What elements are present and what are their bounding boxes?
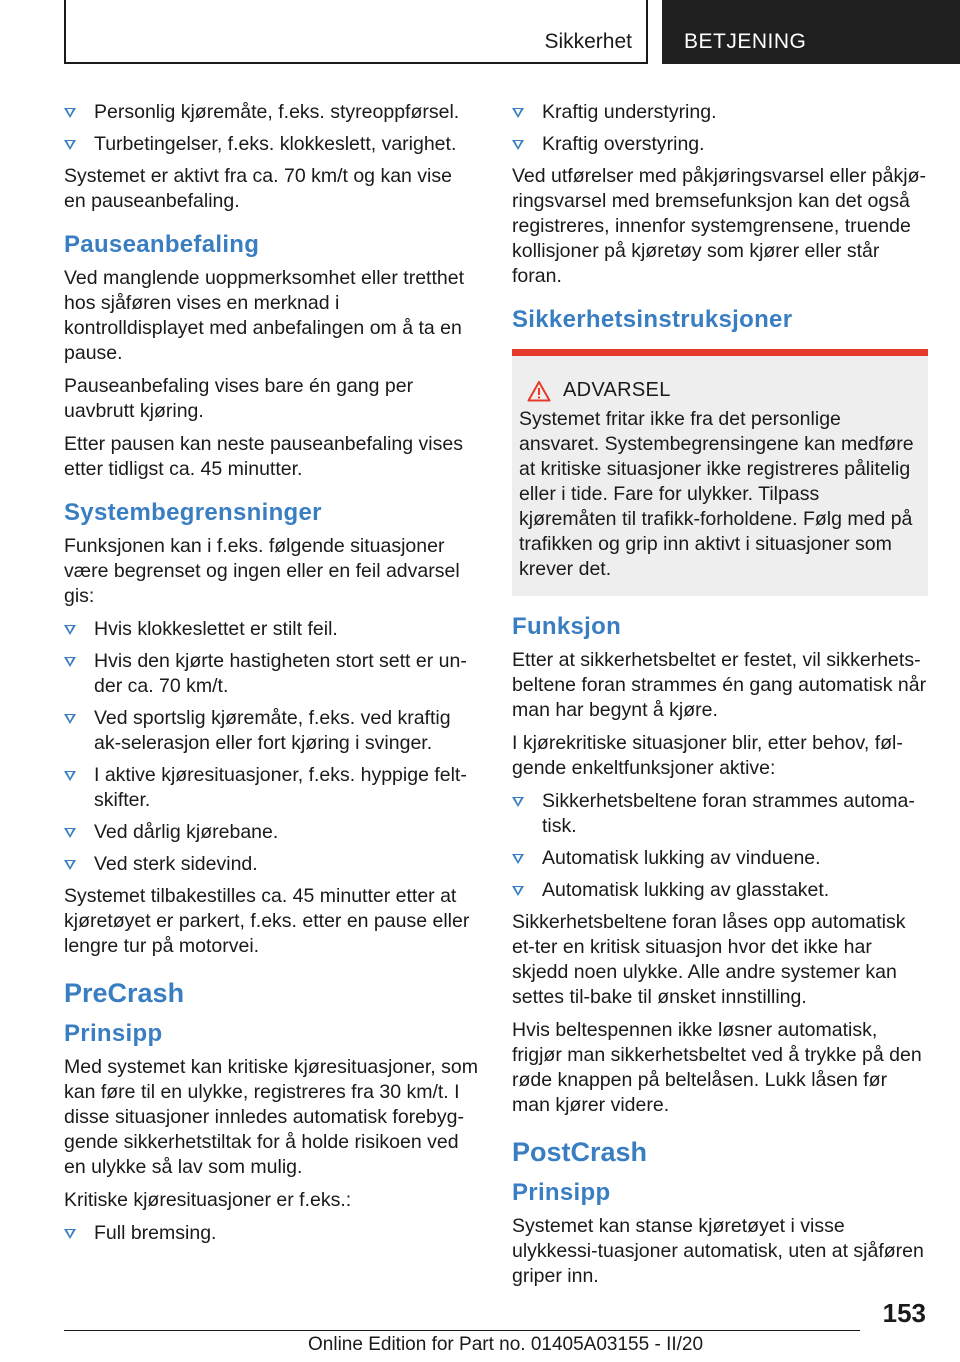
list-item: I aktive kjøresituasjoner, f.eks. hyppige felt-skifter. [64,763,479,813]
warning-title: ADVARSEL [563,379,671,401]
paragraph: Hvis beltespennen ikke løsner automatisk, frigjør man sikkerhetsbeltet ved å trykke på den røde knappen på beltelåsen. Lukk låsen før man kjører videre. [512,1019,922,1116]
page-number: 153 [882,1298,926,1328]
warning-header [519,378,920,403]
footer-edition: Online Edition for Part no. 01405A03155 - II/20 [308,1334,704,1355]
list-item: Personlig kjøremåte, f.eks. styreoppførsel. [64,100,479,125]
triangle-bullet-icon [512,108,524,118]
heading-prinsipp: Prinsipp [64,1020,163,1047]
footer-divider [64,1330,860,1331]
warning-text: Systemet fritar ikke fra det personlige ansvaret. Systembegrensingene kan medføre at kritiske situasjoner ikke registreres pålitelig eller i tide. Fare for ulykker. Tilpass kjøremåten til trafikk-forholdene. Følg med på trafikken og grip inn aktivt i situasjoner som krever det. [519,408,914,580]
paragraph: Kritiske kjøresituasjoner er f.eks.: [64,1189,352,1211]
list-item: Kraftig overstyring. [512,132,928,157]
triangle-bullet-icon [64,860,76,870]
bullet-list [512,100,928,157]
list-item: Sikkerhetsbeltene foran strammes automa-tisk. [512,789,928,839]
triangle-bullet-icon [64,771,76,781]
triangle-bullet-icon [512,886,524,896]
list-item: Automatisk lukking av glasstaket. [512,878,928,903]
paragraph: Systemet er aktivt fra ca. 70 km/t og kan vise en pauseanbefaling. [64,165,452,212]
section-title: Sikkerhet [544,30,632,53]
paragraph: I kjørekritiske situasjoner blir, etter behov, føl-gende enkeltfunksjoner aktive: [512,732,903,779]
list-item: Ved sterk sidevind. [64,852,479,877]
paragraph: Ved utførelser med påkjøringsvarsel eller påkjø-ringsvarsel med bremsefunksjon kan det også registreres, innenfor systemgrensene, truende kollisjoner på kjøretøy som kjører eller står foran. [512,165,926,287]
heading-sikkerhetsinstruksjoner: Sikkerhetsinstruksjoner [512,306,793,333]
triangle-bullet-icon [64,108,76,118]
header-chapter-box [662,0,960,64]
paragraph: Pauseanbefaling vises bare én gang per uavbrutt kjøring. [64,375,414,422]
chapter-title: BETJENING [684,30,807,53]
paragraph: Etter at sikkerhetsbeltet er festet, vil sikkerhets-beltene foran strammes én gang automatisk når man har begynt å kjøre. [512,649,927,721]
heading-systembegrensninger: Systembegrensninger [64,499,322,526]
paragraph: Systemet tilbakestilles ca. 45 minutter etter at kjøretøyet er parkert, f.eks. etter en pause eller lengre tur på motorvei. [64,885,470,957]
list-item: Turbetingelser, f.eks. klokkeslett, varighet. [64,132,479,157]
bullet-list [64,100,479,157]
bullet-list [64,617,479,877]
paragraph: Sikkerhetsbeltene foran låses opp automatisk et-ter en kritisk situasjon hvor det ikke har skjedd noen ulykke. Alle andre systemer kan settes til-bake til ønsket innstilling. [512,911,906,1008]
paragraph: Etter pausen kan neste pauseanbefaling vises etter tidligst ca. 45 minutter. [64,433,463,480]
bullet-list [64,1221,479,1246]
paragraph: Med systemet kan kritiske kjøresituasjoner, som kan føre til en ulykke, registreres fra 30 km/t. I disse situasjoner innledes automatisk forebyg-gende sikkerhetstiltak for å holde risikoen ved en ulykke så lav som mulig. [64,1056,478,1178]
list-item: Ved dårlig kjørebane. [64,820,479,845]
triangle-bullet-icon [64,714,76,724]
triangle-bullet-icon [64,828,76,838]
header-section-box [64,0,648,64]
list-item: Kraftig understyring. [512,100,928,125]
paragraph: Ved manglende uoppmerksomhet eller tretthet hos sjåføren vises en merknad i kontrolldisplayet med anbefalingen om å ta en pause. [64,267,464,364]
triangle-bullet-icon [512,797,524,807]
triangle-bullet-icon [64,140,76,150]
triangle-bullet-icon [512,140,524,150]
list-item: Automatisk lukking av vinduene. [512,846,928,871]
paragraph: Systemet kan stanse kjøretøyet i visse ulykkessi-tuasjoner automatisk, uten at sjåføren griper inn. [512,1215,924,1287]
triangle-bullet-icon [64,625,76,635]
warning-triangle-icon [527,380,551,402]
list-item: Hvis klokkeslettet er stilt feil. [64,617,479,642]
heading-prinsipp: Prinsipp [512,1179,611,1206]
heading-precrash: PreCrash [64,978,185,1008]
triangle-bullet-icon [64,1229,76,1239]
triangle-bullet-icon [64,657,76,667]
list-item: Full bremsing. [64,1221,479,1246]
heading-funksjon: Funksjon [512,613,622,640]
list-item: Ved sportslig kjøremåte, f.eks. ved kraftig ak-selerasjon eller fort kjøring i svinger. [64,706,479,756]
right-column [512,100,928,1297]
paragraph: Funksjonen kan i f.eks. følgende situasjoner være begrenset og ingen eller en feil advarsel gis: [64,535,460,607]
bullet-list [512,789,928,903]
list-item: Hvis den kjørte hastigheten stort sett er un-der ca. 70 km/t. [64,649,479,699]
triangle-bullet-icon [512,854,524,864]
warning-box [512,349,928,596]
heading-postcrash: PostCrash [512,1137,648,1167]
heading-pauseanbefaling: Pauseanbefaling [64,231,260,258]
left-column [64,100,479,1253]
